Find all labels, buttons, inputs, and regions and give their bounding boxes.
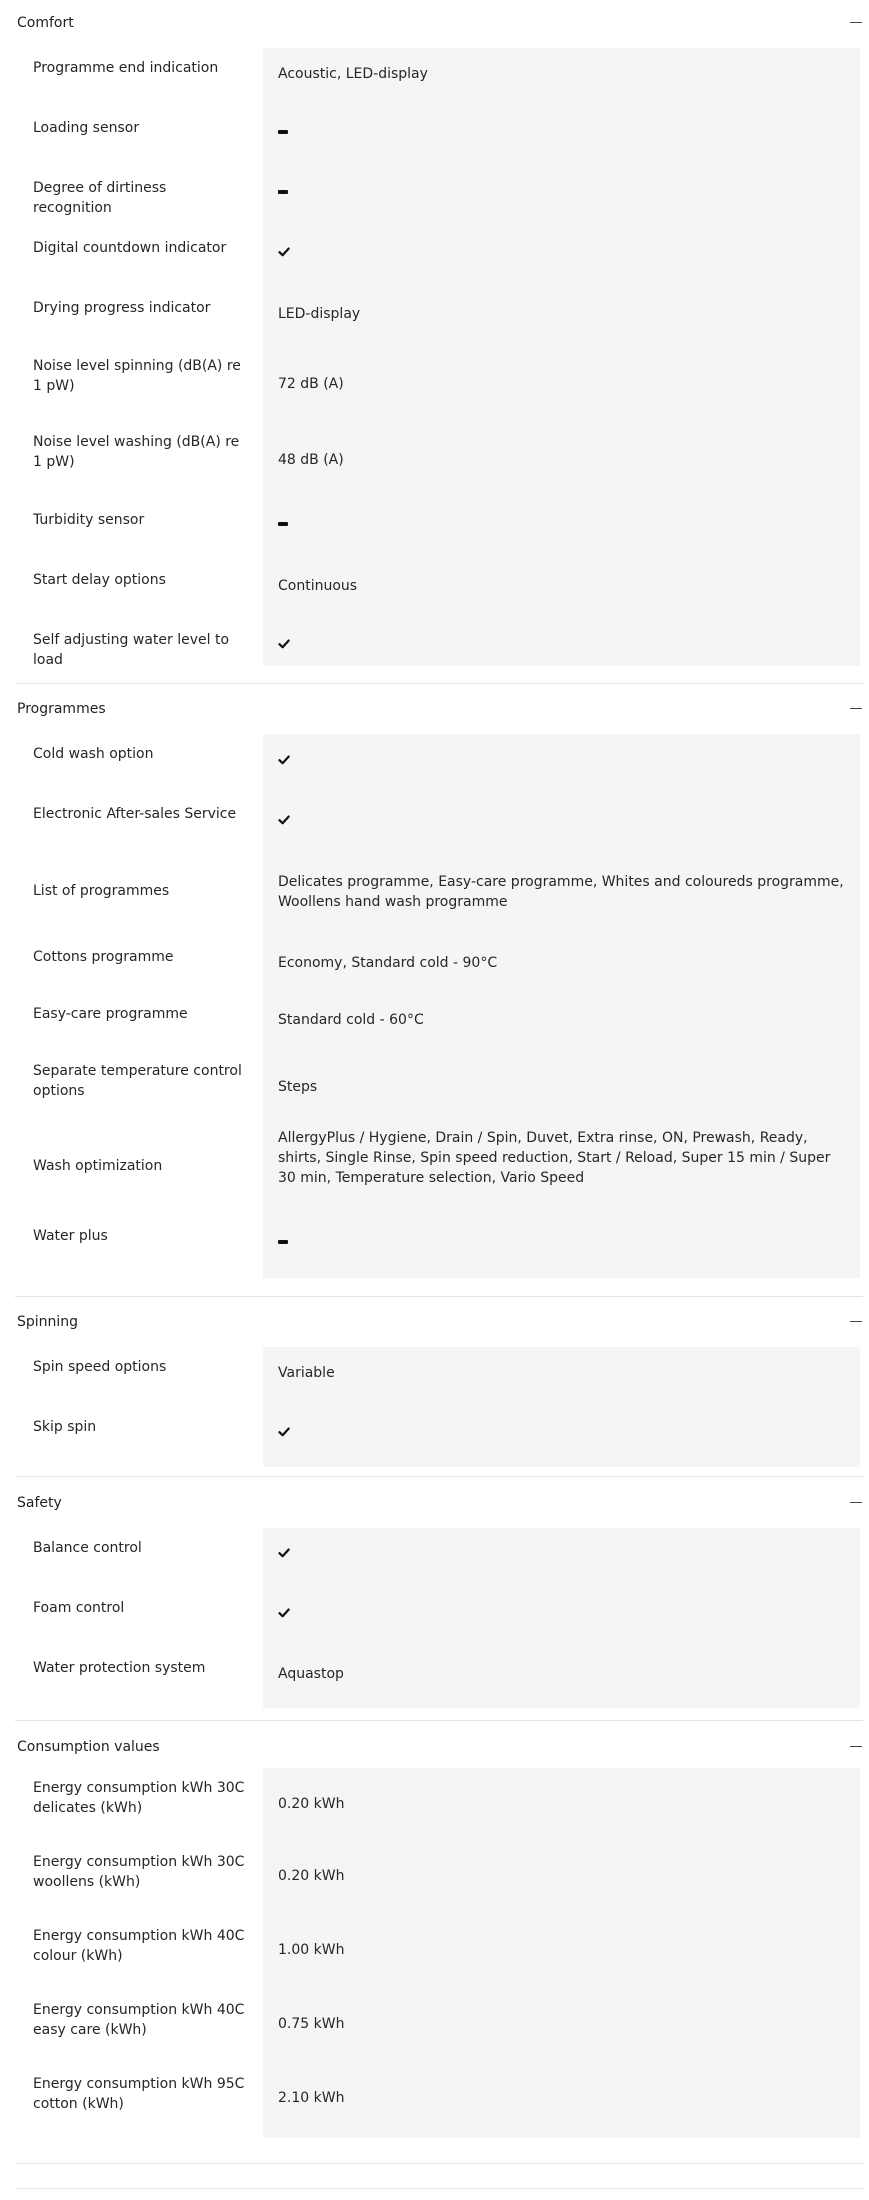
section-comfort bbox=[15, 0, 863, 680]
section-title: Consumption values bbox=[17, 1739, 160, 1755]
spec-row-noise-level-spinning bbox=[15, 348, 863, 424]
spec-value: Aquastop bbox=[278, 1666, 344, 1682]
section-header-consumption[interactable] bbox=[15, 1724, 863, 1770]
section-safety bbox=[15, 1480, 863, 1712]
spec-label: Foam control bbox=[33, 1600, 125, 1616]
section-header-comfort[interactable] bbox=[15, 0, 863, 46]
checkmark-icon bbox=[278, 754, 290, 766]
spec-label: Electronic After-sales Service bbox=[33, 806, 237, 822]
section-title: Programmes bbox=[17, 701, 106, 717]
collapse-icon[interactable] bbox=[849, 1736, 863, 1750]
section-spinning bbox=[15, 1299, 863, 1471]
section-divider bbox=[15, 1720, 863, 1721]
spec-row-water-plus bbox=[15, 1222, 863, 1278]
spec-label: Skip spin bbox=[33, 1419, 97, 1435]
spec-row-easy-care-programme bbox=[15, 996, 863, 1056]
spec-row-electronic-after-sales-service bbox=[15, 794, 863, 854]
spec-value: Delicates programme, Easy-care programme, Whites and coloureds programme, Woollens hand wash programme bbox=[278, 874, 844, 910]
spec-row-self-adjusting-water-level bbox=[15, 620, 863, 666]
spec-label: Energy consumption kWh 95C cotton (kWh) bbox=[33, 2076, 245, 2112]
section-divider bbox=[15, 683, 863, 684]
dash-icon bbox=[278, 190, 288, 194]
section-title: Safety bbox=[17, 1495, 62, 1511]
spec-label: Start delay options bbox=[33, 572, 166, 588]
spec-row-energy-30c-woollens bbox=[15, 1842, 863, 1916]
spec-row-water-protection-system bbox=[15, 1648, 863, 1708]
checkmark-icon bbox=[278, 638, 290, 650]
spec-value: 48 dB (A) bbox=[278, 452, 344, 468]
section-header-programmes[interactable] bbox=[15, 686, 863, 732]
spec-value: Variable bbox=[278, 1365, 335, 1381]
spec-label: Water protection system bbox=[33, 1660, 206, 1676]
spec-label: Noise level washing (dB(A) re 1 pW) bbox=[33, 434, 240, 470]
checkmark-icon bbox=[278, 246, 290, 258]
spec-row-energy-95c-cotton bbox=[15, 2064, 863, 2138]
collapse-icon[interactable] bbox=[849, 1311, 863, 1325]
spec-label: Energy consumption kWh 40C easy care (kWh) bbox=[33, 2002, 245, 2038]
spec-label: Degree of dirtiness recognition bbox=[33, 180, 167, 216]
spec-row-noise-level-washing bbox=[15, 424, 863, 500]
section-title: Spinning bbox=[17, 1314, 79, 1330]
spec-label: Loading sensor bbox=[33, 120, 140, 136]
spec-value: 72 dB (A) bbox=[278, 376, 344, 392]
checkmark-icon bbox=[278, 1607, 290, 1619]
spec-label: Programme end indication bbox=[33, 60, 219, 76]
spec-label: Energy consumption kWh 30C delicates (kWh) bbox=[33, 1780, 245, 1816]
dash-icon bbox=[278, 130, 288, 134]
spec-value: 0.20 kWh bbox=[278, 1868, 345, 1884]
spec-row-drying-progress-indicator bbox=[15, 288, 863, 348]
spec-row-cold-wash-option bbox=[15, 734, 863, 794]
spec-row-energy-40c-colour bbox=[15, 1916, 863, 1990]
section-header-spinning[interactable] bbox=[15, 1299, 863, 1345]
spec-row-cottons-programme bbox=[15, 936, 863, 996]
dash-icon bbox=[278, 522, 288, 526]
spec-label: Turbidity sensor bbox=[33, 512, 145, 528]
spec-value: 1.00 kWh bbox=[278, 1942, 345, 1958]
spec-value: Steps bbox=[278, 1079, 318, 1095]
spec-value: AllergyPlus / Hygiene, Drain / Spin, Duvet, Extra rinse, ON, Prewash, Ready, shirts, Single Rinse, Spin speed reduction, Start / Reload, Super 15 min / Super 30 min, Temperature selection, Vario Speed bbox=[278, 1130, 831, 1186]
spec-row-loading-sensor bbox=[15, 108, 863, 168]
section-divider bbox=[15, 1296, 863, 1297]
spec-label: Noise level spinning (dB(A) re 1 pW) bbox=[33, 358, 241, 394]
spec-value: Economy, Standard cold - 90°C bbox=[278, 955, 498, 971]
spec-value: LED-display bbox=[278, 306, 361, 322]
spec-row-balance-control bbox=[15, 1528, 863, 1588]
spec-label: Easy-care programme bbox=[33, 1006, 188, 1022]
spec-row-digital-countdown-indicator bbox=[15, 228, 863, 288]
section-divider bbox=[15, 1476, 863, 1477]
spec-label: Wash optimization bbox=[33, 1158, 163, 1174]
spec-row-degree-of-dirtiness-recognition bbox=[15, 168, 863, 228]
spec-label: Water plus bbox=[33, 1228, 108, 1244]
spec-label: Separate temperature control options bbox=[33, 1063, 242, 1099]
section-header-safety[interactable] bbox=[15, 1480, 863, 1526]
spec-label: Spin speed options bbox=[33, 1359, 167, 1375]
dash-icon bbox=[278, 1240, 288, 1244]
spec-label: List of programmes bbox=[33, 883, 170, 899]
spec-row-energy-40c-easy-care bbox=[15, 1990, 863, 2064]
spec-value: Acoustic, LED-display bbox=[278, 66, 428, 82]
section-divider bbox=[15, 2163, 863, 2164]
spec-label: Cold wash option bbox=[33, 746, 154, 762]
spec-label: Drying progress indicator bbox=[33, 300, 211, 316]
section-consumption-values bbox=[15, 1724, 863, 2154]
collapse-icon[interactable] bbox=[849, 12, 863, 26]
spec-label: Energy consumption kWh 30C woollens (kWh) bbox=[33, 1854, 245, 1890]
spec-row-wash-optimization bbox=[15, 1112, 863, 1222]
spec-row-list-of-programmes bbox=[15, 854, 863, 936]
checkmark-icon bbox=[278, 814, 290, 826]
spec-row-programme-end-indication bbox=[15, 48, 863, 108]
spec-row-turbidity-sensor bbox=[15, 500, 863, 560]
section-programmes bbox=[15, 686, 863, 1280]
spec-value: 0.20 kWh bbox=[278, 1796, 345, 1812]
spec-value: Standard cold - 60°C bbox=[278, 1012, 424, 1028]
spec-row-spin-speed-options bbox=[15, 1347, 863, 1407]
spec-label: Balance control bbox=[33, 1540, 142, 1556]
spec-row-energy-30c-delicates bbox=[15, 1768, 863, 1842]
collapse-icon[interactable] bbox=[849, 698, 863, 712]
spec-label: Digital countdown indicator bbox=[33, 240, 227, 256]
spec-row-skip-spin bbox=[15, 1407, 863, 1467]
spec-value: Continuous bbox=[278, 578, 358, 594]
section-title: Comfort bbox=[17, 15, 74, 31]
spec-row-start-delay-options bbox=[15, 560, 863, 620]
spec-label: Cottons programme bbox=[33, 949, 174, 965]
spec-row-foam-control bbox=[15, 1588, 863, 1648]
spec-value: 0.75 kWh bbox=[278, 2016, 345, 2032]
spec-value: 2.10 kWh bbox=[278, 2090, 345, 2106]
spec-label: Self adjusting water level to load bbox=[33, 632, 230, 668]
spec-label: Energy consumption kWh 40C colour (kWh) bbox=[33, 1928, 245, 1964]
section-divider bbox=[15, 2188, 863, 2189]
checkmark-icon bbox=[278, 1547, 290, 1559]
collapse-icon[interactable] bbox=[849, 1492, 863, 1506]
checkmark-icon bbox=[278, 1426, 290, 1438]
